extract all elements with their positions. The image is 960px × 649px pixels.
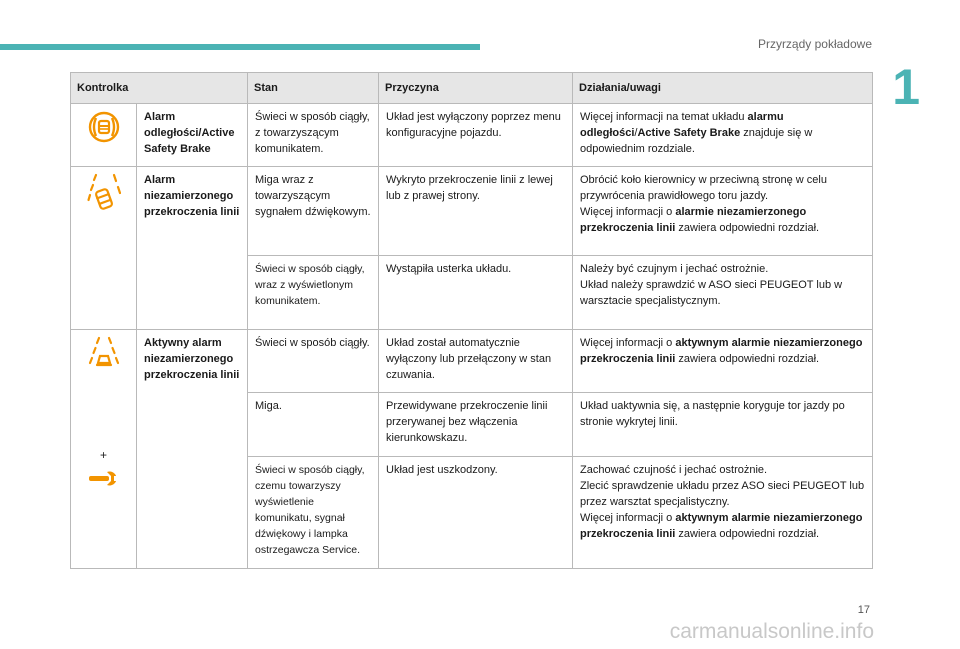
stan-cell: Świeci w sposób ciągły. xyxy=(248,330,379,393)
dzialania-cell: Więcej informacji o aktywnym alarmie niezamierzonego przekroczenia linii zawiera odpowiedni rozdział. xyxy=(573,330,873,393)
table-row xyxy=(71,104,873,167)
watermark: carmanualsonline.info xyxy=(669,620,874,643)
alarm-name: Alarm niezamierzonego przekroczenia linii xyxy=(137,167,248,330)
header-accent-bar xyxy=(0,44,480,50)
icon-cell xyxy=(71,330,137,569)
stan-cell: Miga. xyxy=(248,393,379,457)
icon-cell xyxy=(71,104,137,167)
table-row xyxy=(71,167,873,256)
table-row xyxy=(71,330,873,393)
dzialania-cell: Należy być czujnym i jechać ostrożnie. Układ należy sprawdzić w ASO sieci PEUGEOT lub w warsztacie specjalistycznym. xyxy=(573,256,873,330)
icon-cell xyxy=(71,167,137,330)
przyczyna-cell: Układ został automatycznie wyłączony lub przełączony w stan czuwania. xyxy=(379,330,573,393)
page-number: 17 xyxy=(857,604,870,616)
stan-cell: Świeci w sposób ciągły, czemu towarzyszy wyświetlenie komunikatu, sygnał dźwiękowy i lampka ostrzegawcza Service. xyxy=(248,457,379,569)
column-header-kontrolka: Kontrolka xyxy=(71,73,248,104)
przyczyna-cell: Wystąpiła usterka układu. xyxy=(379,256,573,330)
distance-alert-icon xyxy=(87,110,121,144)
stan-cell: Świeci w sposób ciągły, z towarzyszącym komunikatem. xyxy=(248,104,379,167)
przyczyna-cell: Układ jest uszkodzony. xyxy=(379,457,573,569)
alarm-name: Aktywny alarm niezamierzonego przekroczenia linii xyxy=(137,330,248,569)
active-lane-keeping-icon xyxy=(88,336,120,370)
dzialania-cell: Więcej informacji na temat układu alarmu odległości/Active Safety Brake znajduje się w odpowiednim rozdziale. xyxy=(573,104,873,167)
chapter-number: 1 xyxy=(892,59,920,115)
dzialania-cell: Układ uaktywnia się, a następnie koryguje tor jazdy po stronie wykrytej linii. xyxy=(573,393,873,457)
wrench-icon xyxy=(87,468,121,488)
lane-departure-warning-icon xyxy=(87,173,121,213)
stan-cell: Świeci w sposób ciągły, wraz z wyświetlonym komunikatem. xyxy=(248,256,379,330)
alarm-name: Alarm odległości/Active Safety Brake xyxy=(137,104,248,167)
przyczyna-cell: Przewidywane przekroczenie linii przerywanej bez włączenia kierunkowskazu. xyxy=(379,393,573,457)
dzialania-cell: Obrócić koło kierownicy w przeciwną stronę w celu przywrócenia prawidłowego toru jazdy. Więcej informacji o alarmie niezamierzonego przekroczenia linii zawiera odpowiedni rozdział. xyxy=(573,167,873,256)
column-header-dzialania: Działania/uwagi xyxy=(573,73,873,104)
warning-lights-table xyxy=(70,72,873,569)
column-header-stan: Stan xyxy=(248,73,379,104)
plus-sign: + xyxy=(99,448,107,462)
przyczyna-cell: Układ jest wyłączony poprzez menu konfiguracyjne pojazdu. xyxy=(379,104,573,167)
przyczyna-cell: Wykryto przekroczenie linii z lewej lub z prawej strony. xyxy=(379,167,573,256)
section-title: Przyrządy pokładowe xyxy=(757,37,872,51)
dzialania-cell: Zachować czujność i jechać ostrożnie. Zlecić sprawdzenie układu przez ASO sieci PEUGEOT lub przez warsztat specjalistyczny. Więcej informacji o aktywnym alarmie niezamierzonego przekroczenia linii zawiera odpowiedni rozdział. xyxy=(573,457,873,569)
column-header-przyczyna: Przyczyna xyxy=(379,73,573,104)
table-header-row xyxy=(71,73,873,104)
stan-cell: Miga wraz z towarzyszącym sygnałem dźwiękowym. xyxy=(248,167,379,256)
